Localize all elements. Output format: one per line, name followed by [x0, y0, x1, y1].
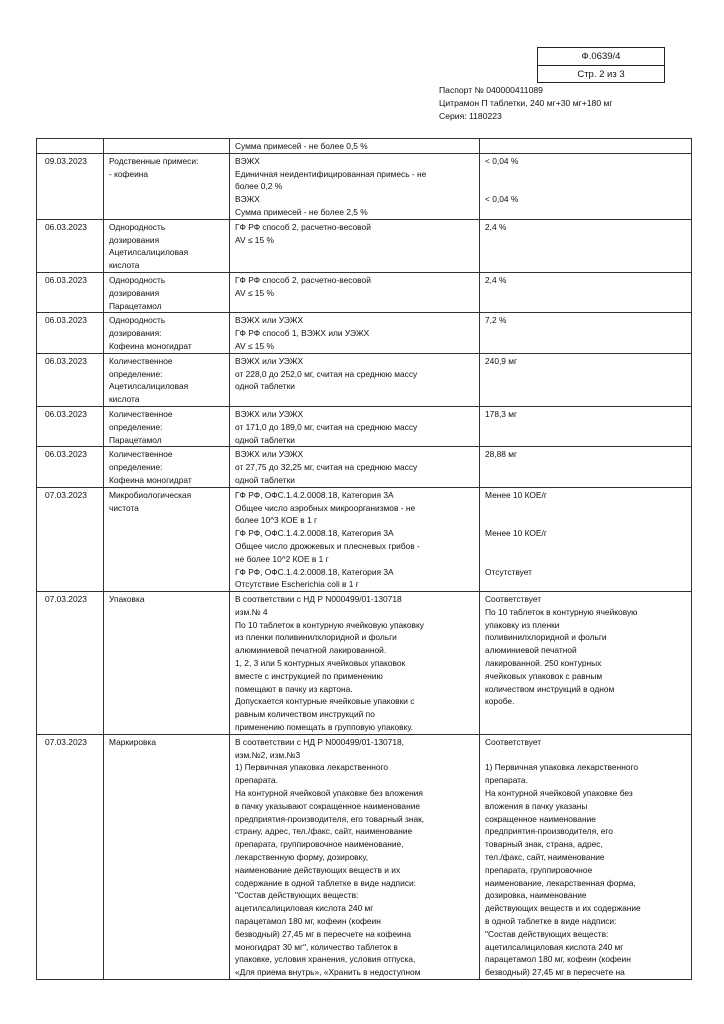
- result-line: 28,88 мг: [485, 449, 518, 460]
- parameter-cell: [104, 447, 230, 487]
- requirement-line: ГФ РФ, ОФС.1.4.2.0008.18, Категория 3А: [235, 566, 394, 577]
- result-line: [485, 168, 686, 181]
- test-date-cell: [37, 313, 104, 353]
- result-line: 240,9 мг: [485, 355, 518, 366]
- requirement-line: одной таблетки: [235, 474, 295, 485]
- result-cell: [480, 272, 692, 312]
- parameter-line: [109, 140, 224, 153]
- table-row: [37, 353, 692, 406]
- table-row: [37, 447, 692, 487]
- parameter-line: Маркировка: [109, 736, 156, 747]
- test-date: 09.03.2023: [45, 155, 87, 166]
- parameter-line: Парацетамол: [109, 434, 162, 445]
- result-line: На контурной ячейковой упаковке без: [485, 788, 633, 799]
- passport-header: [439, 84, 613, 123]
- result-line: 2,4 %: [485, 274, 507, 285]
- parameter-cell: [104, 592, 230, 735]
- parameter-line: определение:: [109, 368, 163, 379]
- result-line: [485, 140, 686, 153]
- test-date-cell: [37, 353, 104, 406]
- requirement-line: не более 10^2 КОЕ в 1 г: [235, 553, 329, 564]
- parameter-line: Однородность: [109, 274, 166, 285]
- result-line: тел./факс, сайт, наименование: [485, 852, 605, 863]
- test-date: 06.03.2023: [45, 449, 87, 460]
- requirement-line: AV ≤ 15 %: [235, 340, 274, 351]
- parameter-line: Кофеина моногидрат: [109, 474, 192, 485]
- result-line: поливинилхлоридной и фольги: [485, 632, 607, 643]
- requirement-line: В соответствии с НД Р N000499/01-130718: [235, 594, 402, 605]
- test-date-cell: [37, 139, 104, 154]
- parameter-line: Ацетилсалициловая: [109, 381, 189, 392]
- product-name: Цитрамон П таблетки, 240 мг+30 мг+180 мг: [439, 98, 613, 108]
- requirement-line: алюминиевой печатной лакированной.: [235, 645, 387, 656]
- result-line: Менее 10 КОЕ/г: [485, 489, 547, 500]
- requirement-cell: [230, 139, 480, 154]
- table-row: [37, 219, 692, 272]
- result-line: "Состав действующих веществ:: [485, 928, 609, 939]
- result-line: действующих веществ и их содержание: [485, 903, 641, 914]
- test-date-cell: [37, 272, 104, 312]
- requirement-line: 1) Первичная упаковка лекарственного: [235, 762, 389, 773]
- requirement-line: равным количеством инструкций по: [235, 709, 375, 720]
- result-line: [485, 502, 686, 515]
- test-date-cell: [37, 592, 104, 735]
- form-code: Ф.0639/4: [538, 48, 664, 66]
- parameter-cell: [104, 272, 230, 312]
- result-line: препарата, группировочное: [485, 864, 593, 875]
- requirement-line: ВЭЖХ или УЭЖХ: [235, 408, 304, 419]
- results-table: [36, 138, 692, 980]
- test-date-cell: [37, 219, 104, 272]
- result-line: [485, 540, 686, 553]
- parameter-cell: [104, 406, 230, 446]
- result-line: наименование, лекарственная форма,: [485, 877, 636, 888]
- test-date-cell: [37, 487, 104, 591]
- passport-number: Паспорт № 040000411089: [439, 85, 543, 95]
- test-date: 06.03.2023: [45, 355, 87, 366]
- result-cell: [480, 153, 692, 219]
- test-date: 07.03.2023: [45, 489, 87, 500]
- requirement-cell: [230, 272, 480, 312]
- requirement-line: изм.№2, изм.№3: [235, 749, 301, 760]
- result-line: 178,3 мг: [485, 408, 518, 419]
- table-row: [37, 487, 692, 591]
- parameter-line: чистота: [109, 502, 139, 513]
- result-line: По 10 таблеток в контурную ячейковую: [485, 606, 638, 617]
- result-line: Отсутствует: [485, 566, 532, 577]
- result-line: Менее 10 КОЕ/г: [485, 528, 547, 539]
- table-row: [37, 734, 692, 979]
- parameter-line: - кофеина: [109, 168, 149, 179]
- result-cell: [480, 447, 692, 487]
- result-cell: [480, 487, 692, 591]
- requirement-line: ацетилсалициловая кислота 240 мг: [235, 903, 374, 914]
- result-cell: [480, 592, 692, 735]
- requirement-cell: [230, 313, 480, 353]
- result-line: товарный знак, страна, адрес,: [485, 839, 603, 850]
- requirement-cell: [230, 219, 480, 272]
- requirement-line: На контурной ячейковой упаковке без вложения: [235, 788, 423, 799]
- requirement-line: более 0,2 %: [235, 181, 283, 192]
- test-date: 06.03.2023: [45, 315, 87, 326]
- result-line: дозировка, наименование: [485, 890, 587, 901]
- test-date: 07.03.2023: [45, 594, 87, 605]
- requirement-line: помещают в пачку из картона.: [235, 683, 353, 694]
- requirement-line: ВЭЖХ: [235, 155, 260, 166]
- table-row: [37, 272, 692, 312]
- parameter-line: дозирования:: [109, 328, 162, 339]
- test-date-cell: [37, 153, 104, 219]
- test-date: 06.03.2023: [45, 274, 87, 285]
- parameter-cell: [104, 487, 230, 591]
- requirement-line: ГФ РФ, ОФС.1.4.2.0008.18, Категория 3А: [235, 489, 394, 500]
- result-line: препарата.: [485, 775, 528, 786]
- requirement-line: лекарственную форму, дозировку,: [235, 852, 369, 863]
- parameter-line: Родственные примеси:: [109, 155, 199, 166]
- requirement-line: препарата, группировочное наименование,: [235, 839, 404, 850]
- requirement-line: Сумма примесей - не более 0,5 %: [235, 141, 368, 151]
- requirement-line: ВЭЖХ или УЭЖХ: [235, 315, 304, 326]
- result-line: лакированной. 250 контурных: [485, 658, 602, 669]
- requirement-line: одной таблетки: [235, 381, 295, 392]
- requirement-line: «Для приема внутрь», «Хранить в недоступном: [235, 967, 421, 978]
- table-row: [37, 153, 692, 219]
- requirement-line: Единичная неидентифицированная примесь - не: [235, 168, 427, 179]
- result-line: сокращенное наименование: [485, 813, 596, 824]
- requirement-line: от 171,0 до 189,0 мг, считая на среднюю массу: [235, 421, 418, 432]
- requirement-line: 1, 2, 3 или 5 контурных ячейковых упаковок: [235, 658, 406, 669]
- result-line: [485, 553, 686, 566]
- result-line: в одной таблетке в виде надписи:: [485, 916, 617, 927]
- requirement-line: от 228,0 до 252,0 мг, считая на среднюю массу: [235, 368, 418, 379]
- requirement-line: препарата.: [235, 775, 278, 786]
- requirement-line: безводный) 27,45 мг в пересчете на кофеина: [235, 928, 411, 939]
- requirement-cell: [230, 734, 480, 979]
- result-line: безводный) 27,45 мг в пересчете на: [485, 967, 625, 978]
- requirement-line: Общее число аэробных микроорганизмов - не: [235, 502, 416, 513]
- requirement-line: парацетамол 180 мг, кофеин (кофеин: [235, 916, 381, 927]
- table-row: [37, 592, 692, 735]
- requirement-line: ВЭЖХ или УЭЖХ: [235, 355, 304, 366]
- result-line: 7,2 %: [485, 315, 507, 326]
- parameter-line: Парацетамол: [109, 300, 162, 311]
- requirement-line: Допускается контурные ячейковые упаковки с: [235, 696, 415, 707]
- parameter-line: Однородность: [109, 221, 166, 232]
- requirement-line: предприятия-производителя, его товарный знак,: [235, 813, 425, 824]
- requirement-cell: [230, 153, 480, 219]
- page-number: Стр. 2 из 3: [577, 69, 625, 80]
- parameter-line: Количественное: [109, 408, 173, 419]
- result-line: ячейковых упаковок с равным: [485, 670, 603, 681]
- requirement-line: от 27,75 до 32,25 мг, считая на среднюю массу: [235, 462, 418, 473]
- result-cell: [480, 313, 692, 353]
- result-line: [485, 749, 686, 762]
- form-code-box: [537, 47, 665, 83]
- parameter-line: Микробиологическая: [109, 489, 192, 500]
- parameter-cell: [104, 139, 230, 154]
- requirement-line: применению помещать в групповую упаковку.: [235, 722, 414, 733]
- requirement-line: ВЭЖХ или УЭЖХ: [235, 449, 304, 460]
- parameter-cell: [104, 153, 230, 219]
- requirement-cell: [230, 406, 480, 446]
- parameter-line: определение:: [109, 462, 163, 473]
- result-cell: [480, 734, 692, 979]
- parameter-cell: [104, 353, 230, 406]
- parameter-line: Однородность: [109, 315, 166, 326]
- requirement-line: AV ≤ 15 %: [235, 287, 274, 298]
- test-date-cell: [37, 406, 104, 446]
- parameter-line: дозирования: [109, 287, 160, 298]
- result-line: предприятия-производителя, его: [485, 826, 613, 837]
- requirement-line: одной таблетки: [235, 434, 295, 445]
- requirement-line: моногидрат 30 мг", количество таблеток в: [235, 941, 398, 952]
- result-line: количеством инструкций в одном: [485, 683, 615, 694]
- result-cell: [480, 219, 692, 272]
- requirement-line: ВЭЖХ: [235, 194, 260, 205]
- requirement-line: упаковке, условия хранения, условия отпуска,: [235, 954, 416, 965]
- test-date: 06.03.2023: [45, 408, 87, 419]
- requirement-line: ГФ РФ, ОФС.1.4.2.0008.18, Категория 3А: [235, 528, 394, 539]
- table-row: [37, 313, 692, 353]
- requirement-line: Общее число дрожжевых и плесневых грибов -: [235, 540, 420, 551]
- requirement-line: По 10 таблеток в контурную ячейковую упаковку: [235, 619, 424, 630]
- parameter-line: Кофеина моногидрат: [109, 340, 192, 351]
- requirement-line: "Состав действующих веществ:: [235, 890, 359, 901]
- requirement-line: В соответствии с НД Р N000499/01-130718,: [235, 736, 404, 747]
- result-line: < 0,04 %: [485, 194, 519, 205]
- result-cell: [480, 406, 692, 446]
- result-line: 1) Первичная упаковка лекарственного: [485, 762, 639, 773]
- requirement-line: ГФ РФ способ 1, ВЭЖХ или УЭЖХ: [235, 328, 370, 339]
- parameter-line: определение:: [109, 421, 163, 432]
- result-line: [485, 514, 686, 527]
- parameter-line: Количественное: [109, 355, 173, 366]
- result-cell: [480, 353, 692, 406]
- table-row: [37, 406, 692, 446]
- requirement-line: Отсутствие Escherichia coli в 1 г: [235, 579, 359, 590]
- requirement-line: Сумма примесей - не более 2,5 %: [235, 206, 368, 217]
- requirement-line: более 10^3 КОЕ в 1 г: [235, 515, 318, 526]
- requirement-line: содержание в одной таблетке в виде надписи:: [235, 877, 416, 888]
- result-line: алюминиевой печатной: [485, 645, 577, 656]
- result-line: ацетилсалициловая кислота 240 мг: [485, 941, 624, 952]
- table-row: [37, 139, 692, 154]
- requirement-line: в пачку указывают сокращенное наименование: [235, 800, 421, 811]
- requirement-cell: [230, 592, 480, 735]
- requirement-cell: [230, 487, 480, 591]
- requirement-line: AV ≤ 15 %: [235, 234, 274, 245]
- parameter-line: Количественное: [109, 449, 173, 460]
- result-line: вложения в пачку указаны: [485, 800, 588, 811]
- test-date: 06.03.2023: [45, 221, 87, 232]
- test-date-cell: [37, 734, 104, 979]
- requirement-line: из пленки поливинилхлоридной и фольги: [235, 632, 397, 643]
- parameter-cell: [104, 313, 230, 353]
- result-line: [485, 180, 686, 193]
- result-cell: [480, 139, 692, 154]
- test-date: 07.03.2023: [45, 736, 87, 747]
- requirement-line: ГФ РФ способ 2, расчетно-весовой: [235, 274, 371, 285]
- parameter-line: кислота: [109, 260, 140, 271]
- requirement-cell: [230, 353, 480, 406]
- requirement-cell: [230, 447, 480, 487]
- parameter-line: кислота: [109, 394, 140, 405]
- result-line: Соответствует: [485, 736, 542, 747]
- requirement-line: изм.№ 4: [235, 606, 268, 617]
- requirement-line: вместе с инструкцией по применению: [235, 670, 383, 681]
- test-date-cell: [37, 447, 104, 487]
- requirement-line: ГФ РФ способ 2, расчетно-весовой: [235, 221, 371, 232]
- result-line: 2,4 %: [485, 221, 507, 232]
- parameter-line: Ацетилсалициловая: [109, 247, 189, 258]
- parameter-line: Упаковка: [109, 594, 145, 605]
- parameter-cell: [104, 219, 230, 272]
- requirement-line: страну, адрес, тел./факс, сайт, наименование: [235, 826, 413, 837]
- series-number: Серия: 1180223: [439, 111, 502, 121]
- result-line: упаковку из пленки: [485, 619, 560, 630]
- result-line: парацетамол 180 мг, кофеин (кофеин: [485, 954, 631, 965]
- result-line: < 0,04 %: [485, 155, 519, 166]
- result-line: Соответствует: [485, 594, 542, 605]
- requirement-line: наименование действующих веществ и их: [235, 864, 401, 875]
- parameter-cell: [104, 734, 230, 979]
- result-line: коробе.: [485, 696, 515, 707]
- parameter-line: дозирования: [109, 234, 160, 245]
